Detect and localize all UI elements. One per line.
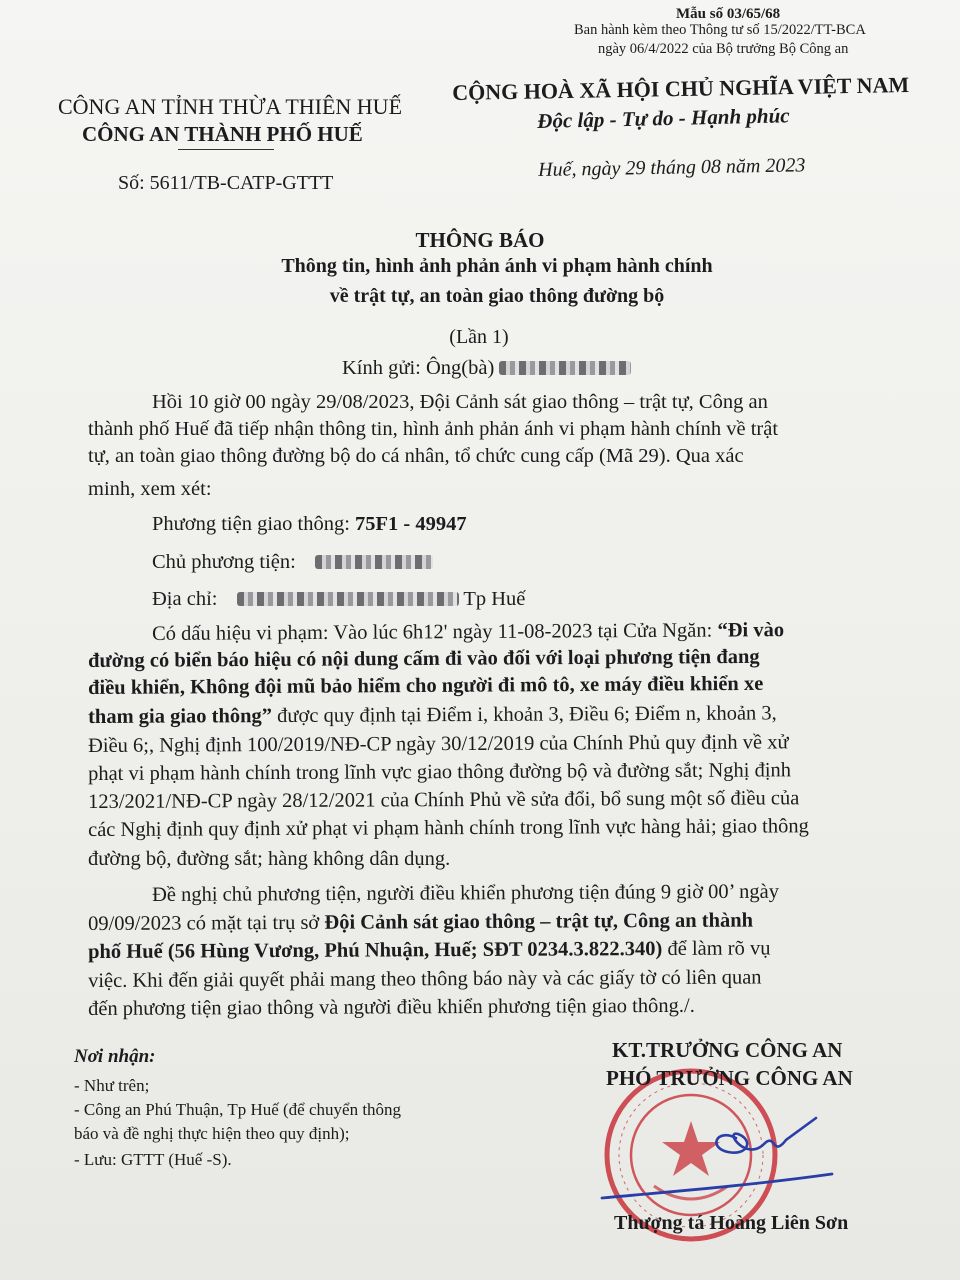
- violation-legal-basis: được quy định tại Điểm i, khoản 3, Điều 6; Điểm n, khoản 3,: [271, 702, 777, 728]
- organization-underline: [178, 149, 274, 150]
- recipient-line: [342, 357, 631, 380]
- receiver-item: - Công an Phú Thuận, Tp Huế (để chuyển thông: [74, 1100, 402, 1119]
- paragraph-line: tự, an toàn giao thông đường bộ do cá nhân, tổ chức cung cấp (Mã 29). Qua xác: [88, 445, 744, 467]
- request-purpose: để làm rõ vụ: [662, 937, 771, 960]
- paragraph-line: đường bộ, đường sắt; hàng không dân dụng.: [88, 848, 451, 870]
- paragraph-line: 123/2021/NĐ-CP ngày 28/12/2021 của Chính Phủ về sửa đổi, bổ sung một số điều của: [88, 787, 800, 813]
- address-label: Địa chỉ:: [152, 588, 218, 610]
- place-and-date: Huế, ngày 29 tháng 08 năm 2023: [538, 154, 806, 181]
- violation-quote-end: tham gia giao thông”: [88, 705, 273, 728]
- redacted-owner-name: [315, 555, 433, 569]
- request-date: 09/09/2023 có mặt tại trụ sở: [88, 911, 325, 935]
- address-city: Tp Huế: [463, 588, 526, 610]
- request-line: [88, 910, 753, 936]
- legal-reference-line-2: ngày 06/4/2022 của Bộ trưởng Bộ Công an: [598, 41, 849, 57]
- violation-intro: Có dấu hiệu vi phạm: Vào lúc 6h12' ngày 11-08-2023 tại Cửa Ngăn:: [152, 619, 718, 645]
- request-line: việc. Khi đến giải quyết phải mang theo thông báo này và các giấy tờ có liên quan: [88, 966, 762, 992]
- office-address: phố Huế (56 Hùng Vương, Phú Nhuận, Huế; SĐT 0234.3.822.340): [88, 937, 663, 963]
- legal-reference-line-1: Ban hành kèm theo Thông tư số 15/2022/TT-BCA: [574, 22, 866, 38]
- redacted-address: [237, 592, 459, 606]
- form-number: Mẫu số 03/65/68: [676, 6, 781, 22]
- request-line: [88, 937, 771, 964]
- vehicle-line: [152, 513, 467, 536]
- violation-line: đường có biển báo hiệu có nội dung cấm đi vào đối với loại phương tiện đang: [88, 645, 760, 672]
- violation-line: [152, 619, 784, 646]
- violation-line: điều khiển, Không đội mũ bảo hiểm cho người đi mô tô, xe máy điều khiển xe: [88, 672, 764, 699]
- signer-name: Thượng tá Hoàng Liên Sơn: [614, 1212, 849, 1234]
- redacted-recipient-name: [499, 361, 631, 375]
- recipient-label: Kính gửi: Ông(bà): [342, 357, 495, 379]
- paragraph-line: phạt vi phạm hành chính trong lĩnh vực giao thông đường bộ và đường sắt; Nghị định: [88, 759, 792, 785]
- violation-quote-start: “Đi vào: [717, 619, 785, 642]
- national-title: CỘNG HOÀ XÃ HỘI CHỦ NGHĨA VIỆT NAM: [452, 72, 910, 105]
- request-line: Đề nghị chủ phương tiện, người điều khiển phương tiện đúng 9 giờ 00’ ngày: [152, 880, 779, 906]
- receivers-heading: Nơi nhận:: [74, 1046, 156, 1067]
- paragraph-line: thành phố Huế đã tiếp nhận thông tin, hình ảnh phản ánh vi phạm hành chính về trật: [88, 418, 779, 440]
- vehicle-plate: 75F1 - 49947: [355, 513, 467, 535]
- handwritten-signature: [596, 1100, 836, 1220]
- notice-iteration: (Lần 1): [449, 326, 509, 348]
- signatory-title-line-1: KT.TRƯỞNG CÔNG AN: [612, 1038, 843, 1062]
- request-office: Đội Cảnh sát giao thông – trật tự, Công an thành: [324, 909, 754, 934]
- issuing-organization: CÔNG AN THÀNH PHỐ HUẾ: [82, 122, 363, 146]
- receiver-item: - Lưu: GTTT (Huế -S).: [74, 1150, 232, 1169]
- receiver-item: báo và đề nghị thực hiện theo quy định);: [74, 1124, 350, 1143]
- receiver-item: - Như trên;: [74, 1076, 150, 1095]
- document-number: Số: 5611/TB-CATP-GTTT: [118, 172, 334, 194]
- owner-line: [152, 551, 433, 574]
- owner-label: Chủ phương tiện:: [152, 551, 296, 573]
- paragraph-line: các Nghị định quy định xử phạt vi phạm hành chính trong lĩnh vực hàng hải; giao thông: [88, 815, 809, 841]
- document-subtitle-line-1: Thông tin, hình ảnh phản ánh vi phạm hành chính: [281, 255, 713, 277]
- signatory-title-line-2: PHÓ TRƯỞNG CÔNG AN: [606, 1066, 853, 1090]
- request-line: đến phương tiện giao thông và người điều khiển phương tiện giao thông./.: [88, 994, 695, 1020]
- document-title: THÔNG BÁO: [415, 228, 545, 252]
- paragraph-line: Điều 6;, Nghị định 100/2019/NĐ-CP ngày 30/12/2019 của Chính Phủ quy định về xử: [88, 731, 789, 757]
- address-line: [152, 588, 525, 611]
- violation-line: [88, 702, 777, 729]
- national-motto: Độc lập - Tự do - Hạnh phúc: [537, 103, 790, 133]
- vehicle-label: Phương tiện giao thông:: [152, 513, 356, 535]
- paragraph-line: minh, xem xét:: [88, 478, 212, 500]
- paragraph-line: Hồi 10 giờ 00 ngày 29/08/2023, Đội Cảnh sát giao thông – trật tự, Công an: [152, 391, 768, 413]
- parent-organization: CÔNG AN TỈNH THỪA THIÊN HUẾ: [58, 94, 403, 119]
- document-subtitle-line-2: về trật tự, an toàn giao thông đường bộ: [329, 285, 665, 307]
